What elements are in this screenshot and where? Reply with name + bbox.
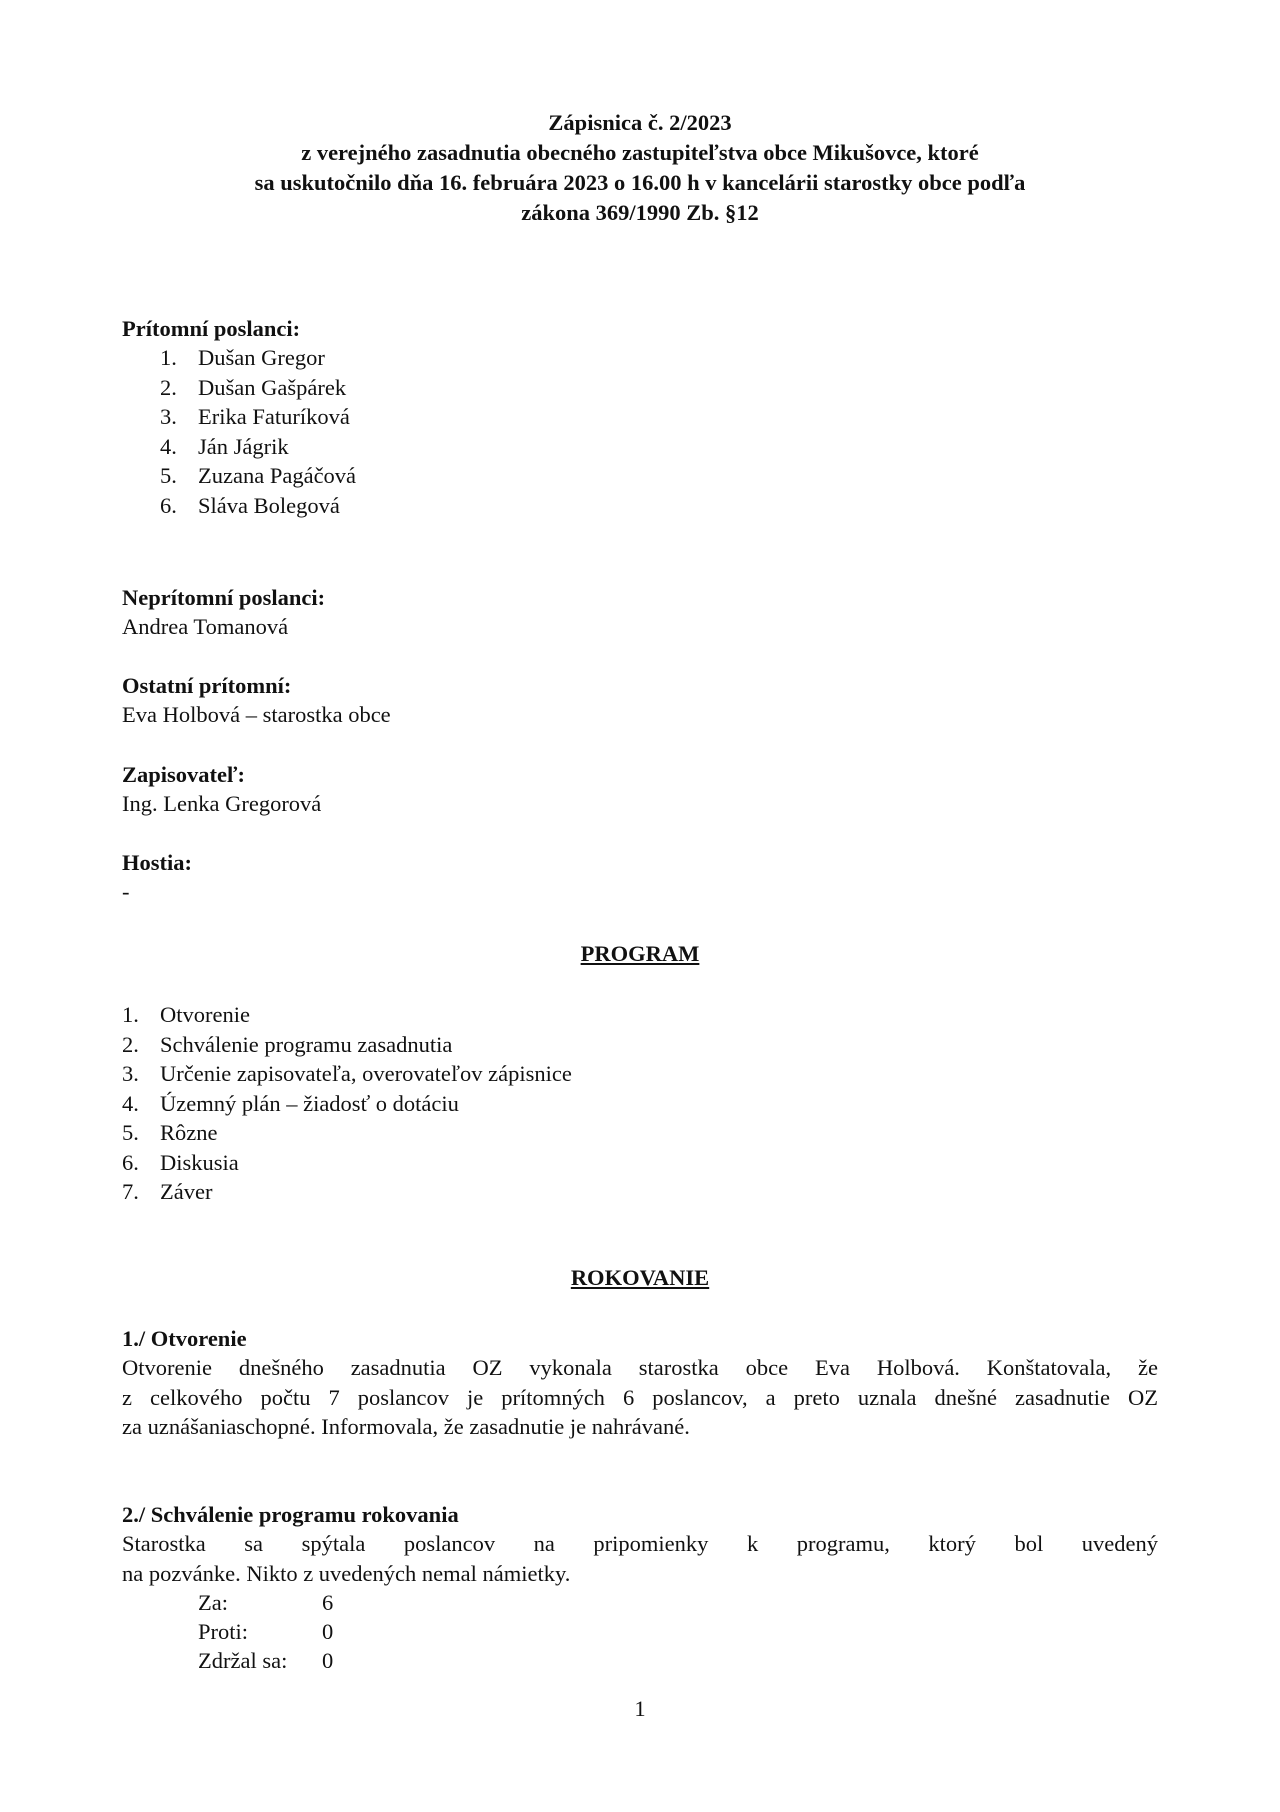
program-item-label: Schválenie programu zasadnutia	[160, 1031, 453, 1057]
title-line-2: z verejného zasadnutia obecného zastupiteľstva obce Mikušovce, ktoré	[301, 140, 979, 165]
vote-value: 0	[322, 1648, 334, 1673]
recorder-heading: Zapisovateľ:	[122, 762, 246, 787]
vote-label: Proti:	[198, 1619, 249, 1644]
list-number: 4.	[160, 433, 177, 459]
list-number: 4.	[122, 1090, 139, 1116]
program-item-label: Rôzne	[160, 1120, 218, 1145]
program-item-label: Záver	[160, 1179, 213, 1204]
list-number: 5.	[122, 1120, 139, 1145]
list-item	[160, 402, 356, 432]
list-item	[122, 1148, 572, 1178]
program-item-label: Územný plán – žiadosť o dotáciu	[160, 1090, 459, 1116]
list-item	[160, 432, 356, 462]
list-number: 3.	[160, 404, 177, 429]
section-2-paragraph	[122, 1529, 1158, 1588]
title-line-4: zákona 369/1990 Zb. §12	[521, 200, 759, 225]
section-1-heading: 1./ Otvorenie	[122, 1326, 247, 1351]
vote-row-abstain	[198, 1646, 333, 1676]
list-number: 7.	[122, 1179, 139, 1204]
list-item	[160, 343, 356, 373]
list-number: 2.	[160, 374, 177, 400]
list-number: 3.	[122, 1061, 139, 1086]
vote-value: 6	[322, 1590, 334, 1615]
section-2-heading: 2./ Schválenie programu rokovania	[122, 1502, 459, 1527]
list-number: 6.	[160, 492, 177, 518]
program-title: PROGRAM	[580, 941, 700, 966]
guests-heading: Hostia:	[122, 850, 192, 875]
program-item-label: Určenie zapisovateľa, overovateľov zápisnice	[160, 1061, 572, 1086]
list-item	[122, 1118, 572, 1148]
section-1-paragraph	[122, 1353, 1158, 1442]
list-item	[122, 1089, 572, 1119]
paragraph-line: na pozvánke. Nikto z uvedených nemal námietky.	[122, 1560, 571, 1586]
list-item	[122, 1177, 572, 1207]
absent-members-value: Andrea Tomanová	[122, 614, 289, 639]
list-item	[122, 1030, 572, 1060]
absent-members-heading: Neprítomní poslanci:	[122, 585, 326, 610]
paragraph-line: z celkového počtu 7 poslancov je prítomných 6 poslancov, a preto uznala dnešné zasadnutie OZ	[122, 1384, 1158, 1410]
vote-row-against	[198, 1617, 333, 1647]
proceedings-title: ROKOVANIE	[570, 1265, 710, 1290]
member-name: Erika Faturíková	[198, 404, 350, 429]
list-item	[160, 373, 356, 403]
member-name: Dušan Gašpárek	[198, 374, 347, 400]
title-line-1: Zápisnica č. 2/2023	[548, 110, 732, 135]
member-name: Dušan Gregor	[198, 345, 325, 370]
program-item-label: Diskusia	[160, 1149, 239, 1175]
paragraph-line: Otvorenie dnešného zasadnutia OZ vykonala starostka obce Eva Holbová. Konštatovala, že	[122, 1355, 1158, 1380]
page-number: 1	[634, 1696, 646, 1721]
list-number: 6.	[122, 1149, 139, 1175]
list-item	[122, 1059, 572, 1089]
paragraph-line: za uznášaniaschopné. Informovala, že zasadnutie je nahrávané.	[122, 1414, 690, 1439]
others-present-heading: Ostatní prítomní:	[122, 673, 292, 698]
list-item	[122, 1000, 572, 1030]
document-title	[0, 108, 1280, 228]
list-item	[160, 461, 356, 491]
list-number: 1.	[122, 1002, 139, 1027]
vote-label: Za:	[198, 1590, 228, 1615]
list-number: 5.	[160, 463, 177, 488]
member-name: Ján Jágrik	[198, 433, 289, 459]
guests-value: -	[122, 879, 130, 904]
paragraph-line: Starostka sa spýtala poslancov na pripomienky k programu, ktorý bol uvedený	[122, 1531, 1158, 1556]
program-item-label: Otvorenie	[160, 1002, 250, 1027]
program-list	[122, 1000, 572, 1207]
present-members-list	[160, 343, 356, 520]
title-line-3: sa uskutočnilo dňa 16. februára 2023 o 16.00 h v kancelárii starostky obce podľa	[254, 170, 1026, 195]
list-number: 2.	[122, 1031, 139, 1057]
list-item	[160, 491, 356, 521]
vote-label: Zdržal sa:	[198, 1648, 288, 1673]
recorder-value: Ing. Lenka Gregorová	[122, 791, 322, 816]
member-name: Sláva Bolegová	[198, 492, 340, 518]
member-name: Zuzana Pagáčová	[198, 463, 357, 488]
vote-row-for	[198, 1588, 333, 1618]
vote-value: 0	[322, 1619, 334, 1644]
list-number: 1.	[160, 345, 177, 370]
others-present-value: Eva Holbová – starostka obce	[122, 702, 391, 727]
present-members-heading: Prítomní poslanci:	[122, 316, 301, 341]
